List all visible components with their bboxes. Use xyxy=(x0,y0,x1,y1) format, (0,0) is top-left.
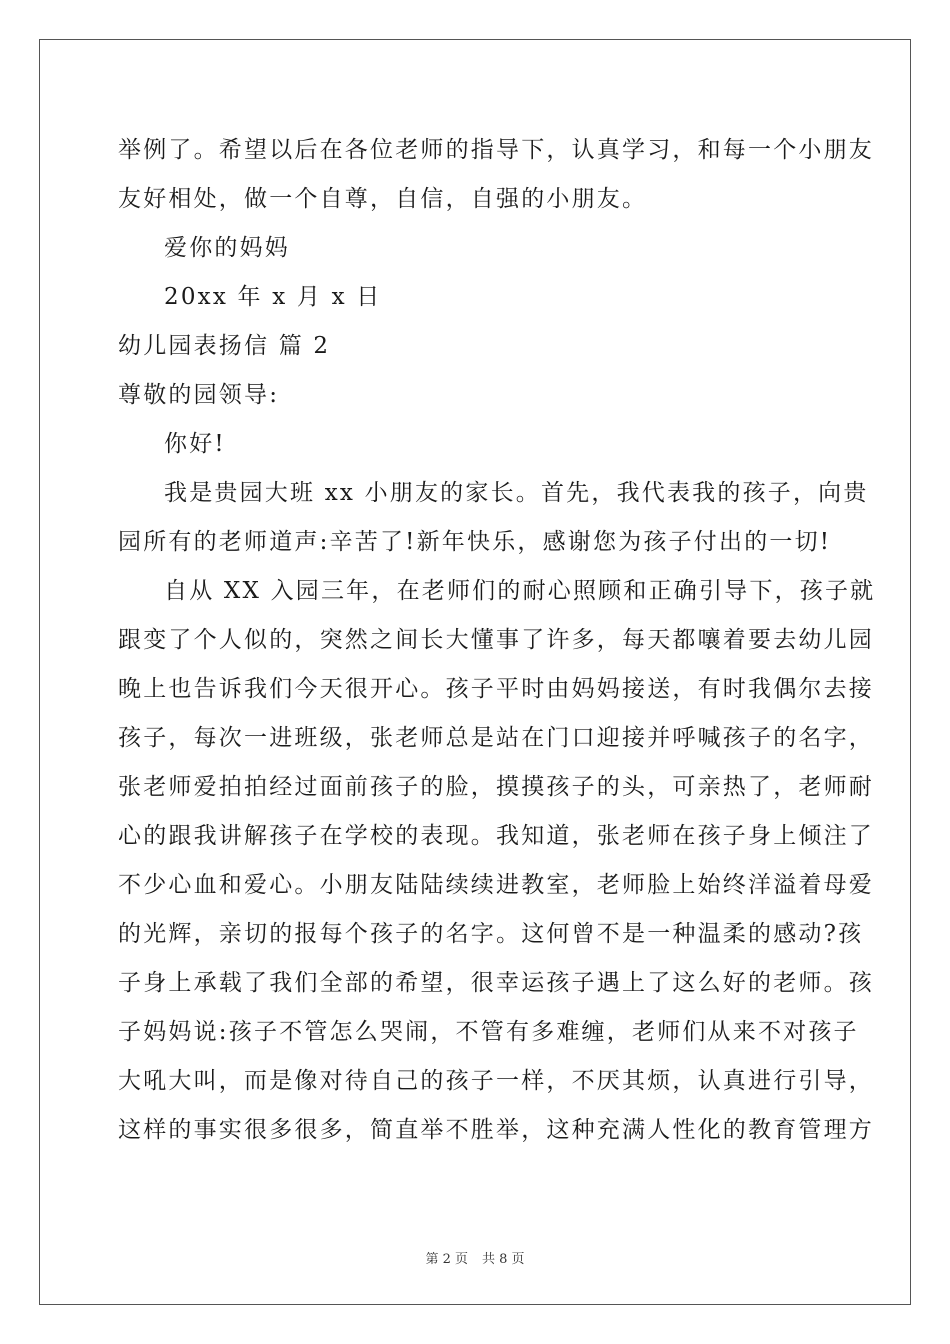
paragraph-line: 张老师爱拍拍经过面前孩子的脸，摸摸孩子的头，可亲热了，老师耐 xyxy=(118,774,874,800)
date-line: 20xx 年 x 月 x 日 xyxy=(164,284,382,310)
paragraph-line: 的光辉，亲切的报每个孩子的名字。这何曾不是一种温柔的感动?孩 xyxy=(118,921,864,947)
signature: 爱你的妈妈 xyxy=(164,235,290,261)
paragraph-line: 这样的事实很多很多，简直举不胜举，这种充满人性化的教育管理方 xyxy=(118,1117,874,1143)
section-title: 幼儿园表扬信 篇 2 xyxy=(118,333,331,359)
paragraph-line: 晚上也告诉我们今天很开心。孩子平时由妈妈接送，有时我偶尔去接 xyxy=(118,676,874,702)
paragraph-line: 自从 XX 入园三年，在老师们的耐心照顾和正确引导下，孩子就 xyxy=(164,578,876,604)
paragraph-line: 举例了。希望以后在各位老师的指导下，认真学习，和每一个小朋友 xyxy=(118,137,874,163)
document-body xyxy=(118,126,876,1155)
greeting: 你好! xyxy=(164,431,226,457)
paragraph-line: 园所有的老师道声:辛苦了!新年快乐，感谢您为孩子付出的一切! xyxy=(118,529,832,555)
salutation: 尊敬的园领导: xyxy=(118,382,280,408)
paragraph-line: 友好相处，做一个自尊，自信，自强的小朋友。 xyxy=(118,186,648,212)
page-number: 第 2 页 xyxy=(425,1252,468,1267)
page-footer xyxy=(0,1248,950,1267)
paragraph-line: 子身上承载了我们全部的希望，很幸运孩子遇上了这么好的老师。孩 xyxy=(118,970,874,996)
paragraph-line: 子妈妈说:孩子不管怎么哭闹，不管有多难缠，老师们从来不对孩子 xyxy=(118,1019,859,1045)
paragraph-line: 不少心血和爱心。小朋友陆陆续续进教室，老师脸上始终洋溢着母爱 xyxy=(118,872,874,898)
paragraph-line: 跟变了个人似的，突然之间长大懂事了许多，每天都嚷着要去幼儿园 xyxy=(118,627,874,653)
page-total: 共 8 页 xyxy=(482,1252,525,1267)
paragraph-line: 心的跟我讲解孩子在学校的表现。我知道，张老师在孩子身上倾注了 xyxy=(118,823,874,849)
paragraph-line: 大吼大叫，而是像对待自己的孩子一样，不厌其烦，认真进行引导， xyxy=(118,1068,874,1094)
paragraph-line: 我是贵园大班 xx 小朋友的家长。首先，我代表我的孩子，向贵 xyxy=(164,480,869,506)
paragraph-line: 孩子，每次一进班级，张老师总是站在门口迎接并呼喊孩子的名字， xyxy=(118,725,874,751)
